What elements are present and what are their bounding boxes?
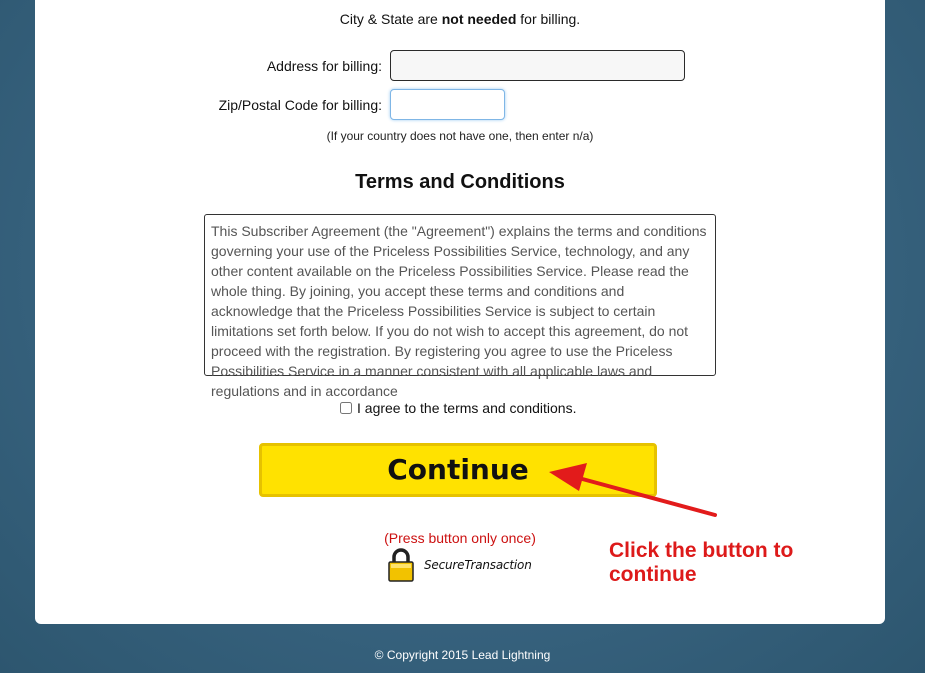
checkout-card <box>35 0 885 624</box>
billing-note-bold: not needed <box>441 11 517 27</box>
zip-hint: (If your country does not have one, then enter n/a) <box>326 129 594 143</box>
terms-heading: Terms and Conditions <box>355 171 565 193</box>
callout-line-1: Click the button to <box>609 539 794 562</box>
red-arrow-icon <box>545 455 720 520</box>
address-label: Address for billing: <box>266 58 382 74</box>
press-once-note: (Press button only once) <box>384 530 536 546</box>
continue-button[interactable]: Continue <box>259 443 657 497</box>
billing-note <box>35 11 885 27</box>
billing-address-input[interactable] <box>390 50 685 81</box>
padlock-icon <box>388 548 414 582</box>
agree-terms-checkbox[interactable] <box>340 402 352 414</box>
billing-note-prefix: City & State are <box>339 11 442 27</box>
secure-transaction-label: SecureTransaction <box>424 558 532 572</box>
terms-textarea[interactable] <box>204 214 716 399</box>
billing-note-suffix: for billing. <box>516 11 581 27</box>
click-instruction-callout <box>609 539 793 587</box>
callout-line-2: continue <box>609 563 697 586</box>
agree-terms-row[interactable] <box>340 400 576 416</box>
terms-text: This Subscriber Agreement (the "Agreement") explains the terms and conditions governing your use of the Priceless Possibilities Service, technology, and any other content available on the Priceless Possibilities Service. Please read the whole thing. By joining, you accept these terms and conditions and acknowledge that the Priceless Possibilities Service is subject to certain limitations set forth below. If you do not wish to accept this agreement, do not proceed with the registration. By registering you agree to use the Priceless Possibilities Service in a manner consistent with all applicable laws and regulations and in accordance <box>211 223 707 399</box>
billing-zip-input[interactable] <box>390 89 505 120</box>
agree-terms-label: I agree to the terms and conditions. <box>357 400 577 416</box>
footer-copyright: © Copyright 2015 Lead Lightning <box>374 648 551 662</box>
secure-transaction-badge <box>388 548 532 582</box>
zip-label: Zip/Postal Code for billing: <box>218 97 382 113</box>
